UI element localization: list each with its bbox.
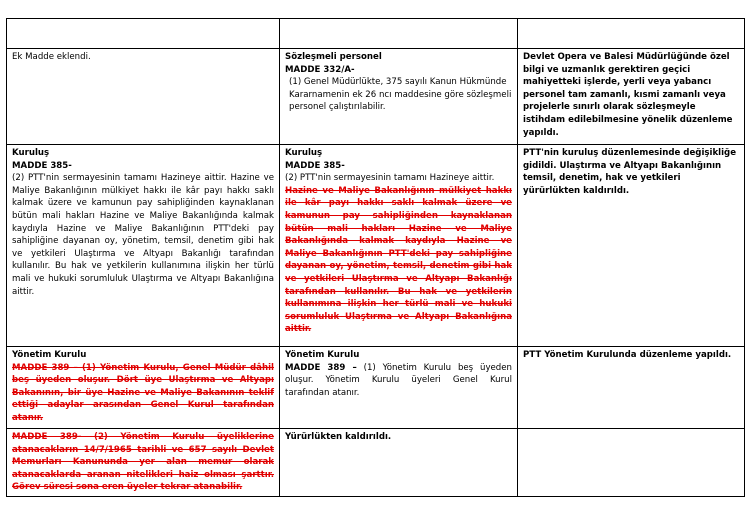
header-cell-empty [518,19,745,49]
article-text: (2) PTT'nin sermayesinin tamamı Hazineye aittir. [285,173,495,184]
article-title: Kuruluş [12,148,50,158]
comparison-table [6,18,745,497]
header-cell-empty [7,19,280,49]
cell-text: Ek Madde eklendi. [12,52,91,62]
article-text: (1) Yönetim Kurulu beş üyeden oluşur. Yönetim Kurulu üyeleri Genel Kurul tarafından atanır. [285,362,513,398]
deleted-text: Hazine ve Maliye Bakanlığının mülkiyet hakkı ile kâr payı hakkı saklı kalmak üzere ve kamunun pay sahipliğinden kaynaklanan bütün mali hakları Hazine ve Maliye Bakanlığında kalmak kaydıyla Hazine ve Maliye Bakanlığının PTT'deki pay sahipliğine dayanan oy, yönetim, temsil, denetim gibi hak ve yetkileri Ulaştırma ve Altyapı Bakanlığı tarafından kullanılır. Bu hak ve yetkilerin kullanımına ilişkin her türlü mali ve hukuki sorumluluk Ulaştırma ve Altyapı Bakanlığına aittir. [285,185,512,335]
old-text-cell [7,145,280,347]
article-number: MADDE 385- [285,160,345,171]
explanation-cell [518,145,745,347]
article-text: (1) Genel Müdürlükte, 375 sayılı Kanun Hükmünde Kararnamenin ek 26 ncı maddesine göre sözleşmeli personel çalıştırılabilir. [289,77,512,113]
table-row [7,347,745,429]
repealed-text: Yürürlükten kaldırıldı. [285,432,392,442]
explanation-text: PTT'nin kuruluş düzenlemesinde değişikliğe gidildi. Ulaştırma ve Altyapı Bakanlığının temsil, denetim, hak ve yetkileri yürürlükten kaldırıldı. [523,148,737,196]
new-text-cell [280,145,518,347]
article-number: MADDE 389 – [285,362,357,373]
old-text-cell [7,429,280,497]
article-title: Kuruluş [285,148,323,158]
article-title: Yönetim Kurulu [285,350,360,360]
explanation-cell [518,429,745,497]
old-text-cell [7,347,280,429]
table-row [7,429,745,497]
article-text: (2) PTT'nin sermayesinin tamamı Hazineye aittir. [12,173,227,184]
explanation-text: PTT Yönetim Kurulunda düzenleme yapıldı. [523,350,732,360]
header-cell-empty [280,19,518,49]
new-text-cell [280,347,518,429]
deleted-text: MADDE 389- (2) Yönetim Kurulu üyeliklerine atanacakların 14/7/1965 tarihli ve 657 sayılı Devlet Memurları Kanununda yer alan memur olarak atanacaklarda aranan nitelikleri haiz olması şarttır. Görev süresi sona eren üyeler tekrar atanabilir. [12,432,274,493]
article-title: Yönetim Kurulu [12,350,87,360]
deleted-text: MADDE 389 – (1) Yönetim Kurulu, Genel Müdür dâhil beş üyeden oluşur. Dört üye Ulaştırma ve Altyapı Bakanının, bir üye Hazine ve Maliye Bakanının teklif ettiği adaylar arasından Genel Kurul tarafından atanır. [12,362,274,423]
article-number: MADDE 385- [12,160,72,171]
article-text: Hazine ve Maliye Bakanlığının mülkiyet hakkı ile kâr payı hakkı saklı kalmak üzere ve kamunun pay sahipliğinden kaynaklanan bütün mali hakları Hazine ve Maliye Bakanlığında kalmak kaydıyla Hazine ve Maliye Bakanlığının PTT'deki pay sahipliğine dayanan oy, yönetim, temsil, denetim gibi hak ve yetkileri Ulaştırma ve Altyapı Bakanlığı tarafından kullanılır. Bu hak ve yetkilerin kullanımına ilişkin her türlü mali ve hukuki sorumluluk Ulaştırma ve Altyapı Bakanlığına aittir. [12,173,274,297]
article-number: MADDE 332/A- [285,64,355,75]
new-text-cell [280,49,518,145]
explanation-cell [518,49,745,145]
article-title: Sözleşmeli personel [285,52,382,62]
table-row [7,49,745,145]
explanation-text: Devlet Opera ve Balesi Müdürlüğünde özel bilgi ve uzmanlık gerektiren geçici mahiyetteki işlerde, yerli veya yabancı personel tam zamanlı, kısmi zamanlı veya projelerle sınırlı olarak sözleşmeyle istihdam edilebilmesine yönelik düzenleme yapıldı. [523,52,733,138]
explanation-cell [518,347,745,429]
new-text-cell [280,429,518,497]
table-row [7,145,745,347]
table-row [7,19,745,49]
old-text-cell [7,49,280,145]
